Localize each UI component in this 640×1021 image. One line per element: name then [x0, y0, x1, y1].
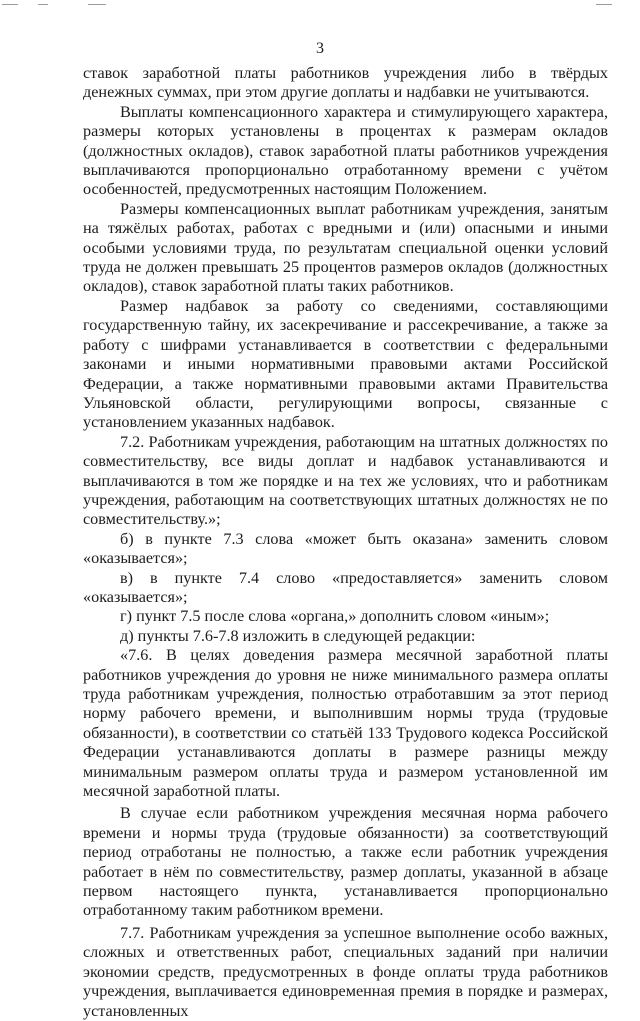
scan-edge-mark — [88, 4, 106, 5]
paragraph-continued: ставок заработной платы работников учреждения либо в твёрдых денежных суммах, при этом другие доплаты и надбавки не учитываются. — [83, 64, 608, 102]
paragraph-state-secret-allowance: Размер надбавок за работу со сведениями, составляющими государственную тайну, их засекречивание и рассекречивание, а также за работу с шифрами устанавливается в соответствии с федеральными законами и иными нормативными правовыми актами Российской Федерации, а также нормативными правовыми актами Правительства Ульяновской области, регулирующими вопросы, связанные с установлением указанных надбавок. — [83, 296, 608, 432]
paragraph-compensation-payments: Выплаты компенсационного характера и стимулирующего характера, размеры которых установлены в процентах к размерам окладов (должностных окладов), ставок заработной платы работников учреждения выплачиваются пропорционально отработанному времени с учётом особенностей, предусмотренных настоящим Положением. — [83, 102, 608, 199]
paragraph-compensation-amounts: Размеры компенсационных выплат работникам учреждения, занятым на тяжёлых работах, работах с вредными и (или) опасными и иными особыми условиями труда, по результатам специальной оценки условий труда не должен превышать 25 процентов размеров окладов (должностных окладов), ставок заработной платы таких работников. — [83, 199, 608, 296]
scan-edge-mark — [38, 4, 48, 5]
paragraph-7-6: «7.6. В целях доведения размера месячной заработной платы работников учреждения до уровня не ниже минимального размера оплаты труда работникам учреждения, полностью отработавшим за этот период норму рабочего времени, и выполнившим нормы труда (трудовые обязанности), в соответствии со статьёй 133 Трудового кодекса Российской Федерации устанавливаются доплаты в размере разницы между минимальным размером оплаты труда и размером установленной им месячной заработной платы. — [83, 646, 608, 801]
paragraph-item-b: б) в пункте 7.3 слова «может быть оказана» заменить словом «оказывается»; — [83, 529, 608, 568]
scan-edge-mark — [596, 4, 612, 5]
page-number: 3 — [316, 40, 324, 57]
paragraph-7-7: 7.7. Работникам учреждения за успешное выполнение особо важных, сложных и ответственных работ, специальных заданий при наличии экономии средств, предусмотренных в фонде оплаты труда работников учреждения, выплачивается единовременная премия в порядке и размерах, установленных — [83, 923, 608, 1020]
paragraph-7-2: 7.2. Работникам учреждения, работающим на штатных должностях по совместительству, все виды доплат и надбавок устанавливаются и выплачиваются в том же порядке и на тех же условиях, что и работникам учреждения, работающим на соответствующих штатных должностях не по совместительству.»; — [83, 432, 608, 529]
paragraph-item-d: д) пункты 7.6-7.8 изложить в следующей редакции: — [120, 626, 476, 645]
paragraph-7-6-part-time: В случае если работником учреждения месячная норма рабочего времени и нормы труда (трудовые обязанности) за соответствующий период отработаны не полностью, а также если работник учреждения работает в нём по совместительству, размер доплаты, указанной в абзаце первом настоящего пункта, устанавливается пропорционально отработанному таким работником времени. — [83, 804, 608, 920]
document-body — [83, 64, 608, 1021]
paragraph-item-v: в) в пункте 7.4 слово «предоставляется» заменить словом «оказывается»; — [83, 568, 608, 606]
paragraph-item-g: г) пункт 7.5 после слова «органа,» дополнить словом «иным»; — [120, 607, 550, 626]
scan-edge-mark — [2, 4, 18, 5]
